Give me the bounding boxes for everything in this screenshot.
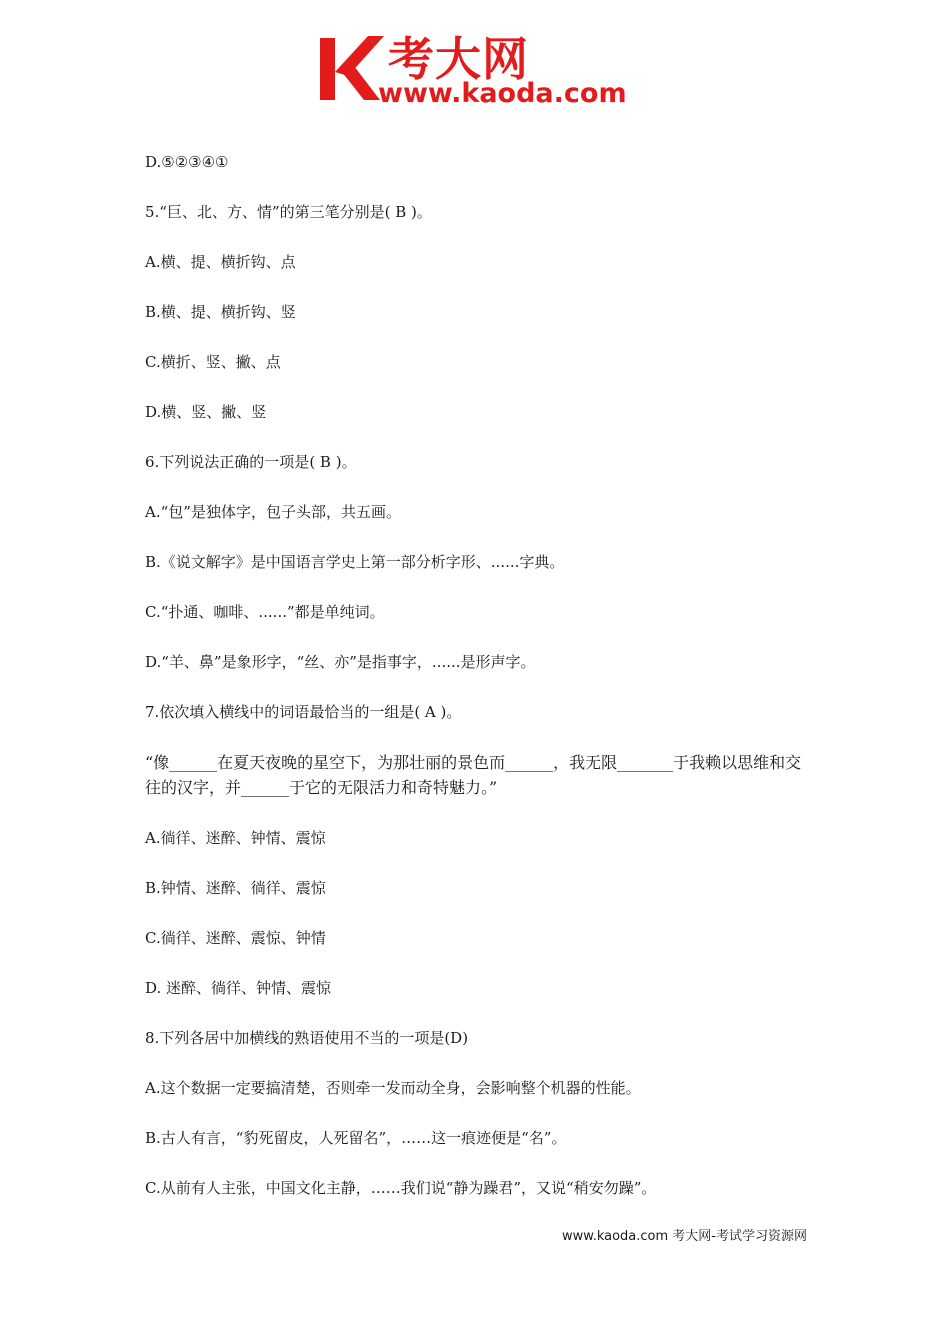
text-line: D.⑤②③④① [145,153,229,171]
document-body [145,150,815,1226]
option-line: A.“包”是独体字，包子头部，共五画。 [145,503,401,521]
option-line: D.横、竖、撇、竖 [145,403,267,421]
logo-url: www.kaoda.com [378,78,627,109]
question-5: 5.“巨、北、方、情”的第三笔分别是( B )。 [145,203,432,221]
option-line: D. 迷醉、徜徉、钟情、震惊 [145,979,332,997]
option-line: C.横折、竖、撇、点 [145,353,281,371]
option-line: A.徜徉、迷醉、钟情、震惊 [145,829,326,847]
question-7: 7.依次填入横线中的词语最恰当的一组是( A )。 [145,703,462,721]
option-line: C.“扑通、咖啡、......”都是单纯词。 [145,603,385,621]
fill-in-passage: “像______在夏天夜晚的星空下，为那壮丽的景色而______，我无限_______于我赖以思维和交往的汉字，并______于它的无限活力和奇特魅力。” [145,753,802,797]
page-footer: www.kaoda.com 考大网-考试学习资源网 [562,1229,807,1244]
logo-k-mark [318,32,386,104]
question-6: 6.下列说法正确的一项是( B )。 [145,453,357,471]
option-line: A.横、提、横折钩、点 [145,253,296,271]
option-line: B.横、提、横折钩、竖 [145,303,296,321]
question-8: 8.下列各居中加横线的熟语使用不当的一项是(D) [145,1029,469,1047]
kaoda-logo [318,30,648,110]
option-line: D.“羊、鼻”是象形字，“丝、亦”是指事字，......是形声字。 [145,653,536,671]
option-line: C.徜徉、迷醉、震惊、钟情 [145,929,326,947]
option-line: B.古人有言，“豹死留皮，人死留名”，……这一痕迹便是“名”。 [145,1129,567,1147]
option-line: B.《说文解字》是中国语言学史上第一部分析字形、......字典。 [145,553,565,571]
option-line: B.钟情、迷醉、徜徉、震惊 [145,879,326,897]
logo-name: 考大网 [388,32,529,86]
option-line: C.从前有人主张，中国文化主静，……我们说“静为躁君”，又说“稍安勿躁”。 [145,1179,657,1197]
option-line: A.这个数据一定要搞清楚，否则牵一发而动全身，会影响整个机器的性能。 [145,1079,641,1097]
